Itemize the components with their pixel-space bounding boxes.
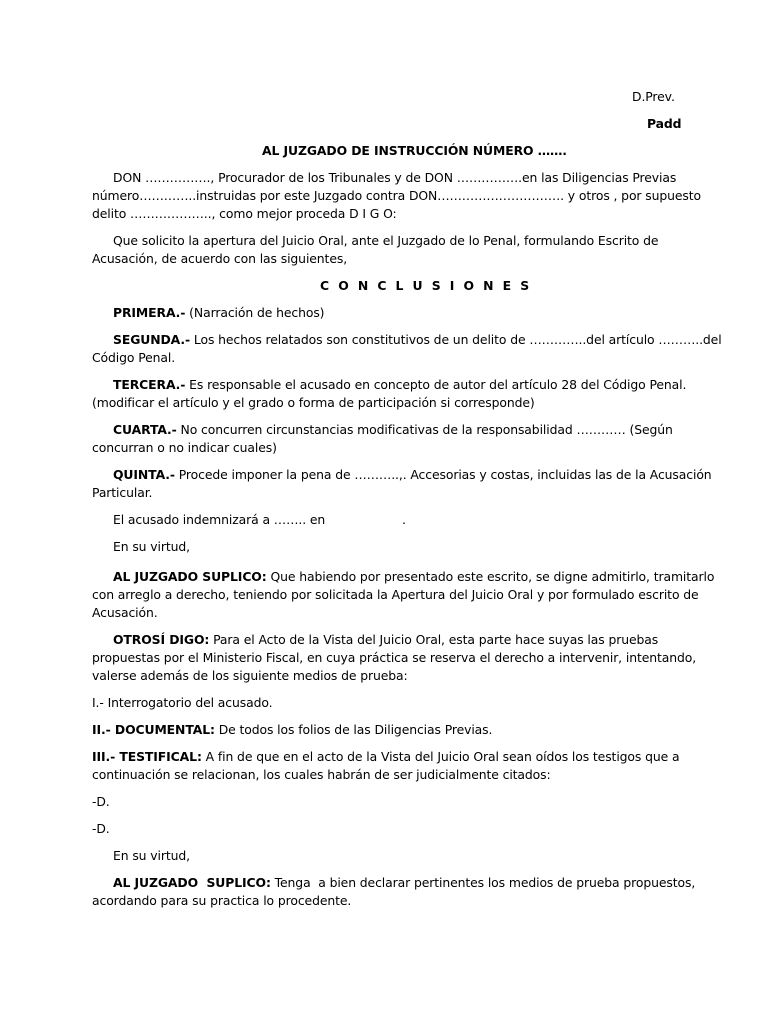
cuarta-line-1 bbox=[113, 421, 673, 439]
cuarta-text-1: No concurren circunstancias modificativas de la responsabilidad ………… (Según bbox=[176, 422, 673, 437]
otrosi-line-2: propuestas por el Ministerio Fiscal, en cuya práctica se reserva el derecho a intervenir, intentando, bbox=[92, 650, 697, 665]
prueba-interrogatorio: I.- Interrogatorio del acusado. bbox=[92, 695, 273, 710]
otrosi-label: OTROSÍ DIGO: bbox=[113, 632, 210, 647]
prueba-documental-text: De todos los folios de las Diligencias Previas. bbox=[214, 722, 493, 737]
suplico-2-text-1: Tenga a bien declarar pertinentes los medios de prueba propuestos, bbox=[270, 875, 696, 890]
tercera-label: TERCERA.- bbox=[113, 377, 186, 392]
en-su-virtud-1: En su virtud, bbox=[113, 539, 190, 554]
prueba-documental bbox=[92, 721, 492, 739]
prueba-testifical-label: III.- TESTIFICAL: bbox=[92, 749, 202, 764]
suplico-1-label: AL JUZGADO SUPLICO: bbox=[113, 569, 267, 584]
en-su-virtud-2: En su virtud, bbox=[113, 848, 190, 863]
quinta-text-1: Procede imponer la pena de ………..,. Accesorias y costas, incluidas las de la Acusación bbox=[174, 467, 712, 482]
testigo-1: -D. bbox=[92, 794, 110, 809]
quinta-line-2: Particular. bbox=[92, 485, 153, 500]
suplico-2-label: AL JUZGADO SUPLICO: bbox=[113, 875, 271, 890]
suplico-1-line-1 bbox=[113, 568, 714, 586]
primera-label: PRIMERA.- bbox=[113, 305, 186, 320]
segunda-line-2: Código Penal. bbox=[92, 350, 176, 365]
document-title: AL JUZGADO DE INSTRUCCIÓN NÚMERO ……. bbox=[262, 143, 567, 158]
indemnizacion-line: El acusado indemnizará a …….. en . bbox=[113, 512, 406, 527]
prueba-testifical-line-1 bbox=[92, 748, 679, 766]
suplico-1-line-2: con arreglo a derecho, teniendo por solicitada la Apertura del Juicio Oral y por formulado escrito de bbox=[92, 587, 699, 602]
otrosi-text-1: Para el Acto de la Vista del Juicio Oral, esta parte hace suyas las pruebas bbox=[209, 632, 659, 647]
tercera-text-1: Es responsable el acusado en concepto de autor del artículo 28 del Código Penal. bbox=[185, 377, 687, 392]
segunda-line-1 bbox=[113, 331, 722, 349]
tercera-line-1 bbox=[113, 376, 686, 394]
segunda-label: SEGUNDA.- bbox=[113, 332, 191, 347]
otrosi-line-1 bbox=[113, 631, 658, 649]
primera-text: (Narración de hechos) bbox=[185, 305, 325, 320]
otrosi-line-3: valerse además de los siguiente medios de prueba: bbox=[92, 668, 408, 683]
cuarta-line-2: concurran o no indicar cuales) bbox=[92, 440, 277, 455]
segunda-text-1: Los hechos relatados son constitutivos de un delito de …………..del artículo ………..del bbox=[190, 332, 722, 347]
conclusiones-heading: C O N C L U S I O N E S bbox=[320, 278, 532, 293]
tercera-line-2: (modificar el artículo y el grado o forma de participación si corresponde) bbox=[92, 395, 535, 410]
suplico-1-text-1: Que habiendo por presentado este escrito, se digne admitirlo, tramitarlo bbox=[266, 569, 715, 584]
suplico-2-line-2: acordando para su practica lo procedente. bbox=[92, 893, 352, 908]
primera-paragraph bbox=[113, 304, 324, 322]
request-line-2: Acusación, de acuerdo con las siguientes, bbox=[92, 251, 348, 266]
suplico-2-line-1 bbox=[113, 874, 695, 892]
reference-dprev: D.Prev. bbox=[632, 89, 675, 104]
request-line-1: Que solicito la apertura del Juicio Oral, ante el Juzgado de lo Penal, formulando Escrito de bbox=[113, 233, 659, 248]
testigo-2: -D. bbox=[92, 821, 110, 836]
intro-line-1: DON ……………., Procurador de los Tribunales y de DON …………….en las Diligencias Previas bbox=[113, 170, 677, 185]
cuarta-label: CUARTA.- bbox=[113, 422, 177, 437]
quinta-label: QUINTA.- bbox=[113, 467, 175, 482]
prueba-testifical-line-2: continuación se relacionan, los cuales habrán de ser judicialmente citados: bbox=[92, 767, 551, 782]
intro-line-3: delito ……………….., como mejor proceda D I G O: bbox=[92, 206, 397, 221]
reference-padd: Padd bbox=[647, 116, 682, 131]
prueba-testifical-text-1: A fin de que en el acto de la Vista del Juicio Oral sean oídos los testigos que a bbox=[201, 749, 680, 764]
intro-line-2: número…………..instruidas por este Juzgado contra DON…………………………. y otros , por supuesto bbox=[92, 188, 702, 203]
quinta-line-1 bbox=[113, 466, 712, 484]
prueba-documental-label: II.- DOCUMENTAL: bbox=[92, 722, 215, 737]
suplico-1-line-3: Acusación. bbox=[92, 605, 158, 620]
